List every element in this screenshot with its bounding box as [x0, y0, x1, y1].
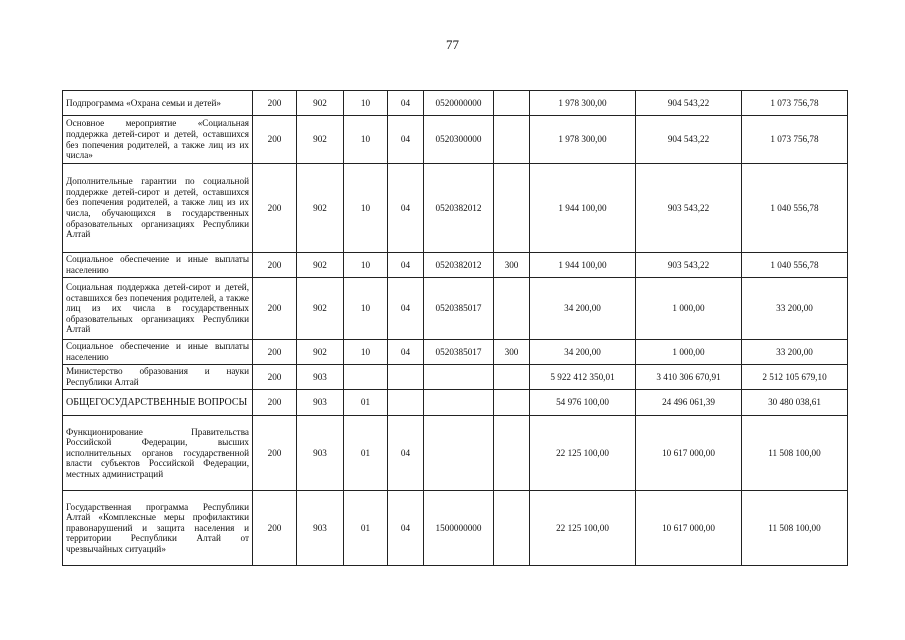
code-expense-type: [494, 390, 530, 416]
code-expense-type: 300: [494, 340, 530, 365]
code-section: 01: [344, 390, 388, 416]
code-section: 10: [344, 116, 388, 164]
amount-remaining: 1 073 756,78: [742, 116, 848, 164]
row-name: Функционирование Правительства Российской Федерации, высших исполнительных органов государственной власти субъектов Российской Федерации, местных администраций: [63, 416, 253, 491]
amount-executed: 24 496 061,39: [636, 390, 742, 416]
amount-remaining: 2 512 105 679,10: [742, 365, 848, 390]
amount-approved: 1 944 100,00: [530, 253, 636, 278]
amount-remaining: 33 200,00: [742, 278, 848, 340]
code-ministry: 902: [297, 253, 344, 278]
amount-executed: 10 617 000,00: [636, 416, 742, 491]
table-row: [63, 116, 848, 164]
amount-approved: 1 978 300,00: [530, 116, 636, 164]
code-gr: 200: [253, 390, 297, 416]
row-name: ОБЩЕГОСУДАРСТВЕННЫЕ ВОПРОСЫ: [63, 390, 253, 416]
amount-approved: 22 125 100,00: [530, 491, 636, 566]
code-subsection: 04: [388, 416, 424, 491]
amount-remaining: 1 040 556,78: [742, 253, 848, 278]
code-gr: 200: [253, 416, 297, 491]
amount-executed: 1 000,00: [636, 278, 742, 340]
code-target: 0520385017: [424, 340, 494, 365]
code-target: [424, 416, 494, 491]
code-target: 0520300000: [424, 116, 494, 164]
code-section: [344, 365, 388, 390]
row-name: Социальная поддержка детей-сирот и детей, оставшихся без попечения родителей, а также лиц из их числа в государственных образовательных организациях Республики Алтай: [63, 278, 253, 340]
code-target: 0520385017: [424, 278, 494, 340]
amount-remaining: 30 480 038,61: [742, 390, 848, 416]
code-ministry: 903: [297, 491, 344, 566]
table-row: [63, 91, 848, 116]
amount-executed: 903 543,22: [636, 164, 742, 253]
budget-table: [62, 90, 848, 566]
code-expense-type: [494, 365, 530, 390]
code-target: 0520382012: [424, 164, 494, 253]
amount-executed: 904 543,22: [636, 91, 742, 116]
amount-remaining: 1 073 756,78: [742, 91, 848, 116]
amount-remaining: 1 040 556,78: [742, 164, 848, 253]
code-subsection: 04: [388, 116, 424, 164]
table-row: [63, 390, 848, 416]
row-name: Дополнительные гарантии по социальной поддержке детей-сирот и детей, оставшихся без попечения родителей, а также лиц из их числа, обучающихся в государственных образовательных организациях Республики Алтай: [63, 164, 253, 253]
table-row: [63, 278, 848, 340]
code-target: 0520382012: [424, 253, 494, 278]
code-section: 10: [344, 164, 388, 253]
amount-remaining: 11 508 100,00: [742, 491, 848, 566]
code-ministry: 902: [297, 164, 344, 253]
amount-approved: 1 944 100,00: [530, 164, 636, 253]
amount-executed: 904 543,22: [636, 116, 742, 164]
code-gr: 200: [253, 491, 297, 566]
code-subsection: 04: [388, 278, 424, 340]
code-ministry: 903: [297, 365, 344, 390]
code-expense-type: [494, 278, 530, 340]
amount-executed: 3 410 306 670,91: [636, 365, 742, 390]
amount-executed: 10 617 000,00: [636, 491, 742, 566]
row-name: Социальное обеспечение и иные выплаты населению: [63, 253, 253, 278]
code-subsection: 04: [388, 253, 424, 278]
code-section: 10: [344, 278, 388, 340]
row-name: Государственная программа Республики Алтай «Комплексные меры профилактики правонарушений и защита населения и территории Республики Алтай от чрезвычайных ситуаций»: [63, 491, 253, 566]
code-subsection: 04: [388, 91, 424, 116]
code-expense-type: [494, 416, 530, 491]
code-section: 10: [344, 91, 388, 116]
code-gr: 200: [253, 253, 297, 278]
code-target: 1500000000: [424, 491, 494, 566]
code-gr: 200: [253, 278, 297, 340]
code-gr: 200: [253, 365, 297, 390]
row-name: Министерство образования и науки Республики Алтай: [63, 365, 253, 390]
code-ministry: 902: [297, 91, 344, 116]
amount-approved: 1 978 300,00: [530, 91, 636, 116]
code-section: 01: [344, 416, 388, 491]
code-section: 10: [344, 340, 388, 365]
amount-executed: 903 543,22: [636, 253, 742, 278]
amount-executed: 1 000,00: [636, 340, 742, 365]
table-row: [63, 491, 848, 566]
code-expense-type: [494, 116, 530, 164]
code-expense-type: [494, 164, 530, 253]
code-expense-type: [494, 91, 530, 116]
code-expense-type: 300: [494, 253, 530, 278]
page-number: 77: [446, 37, 459, 52]
amount-approved: 34 200,00: [530, 278, 636, 340]
code-subsection: 04: [388, 491, 424, 566]
row-name: Социальное обеспечение и иные выплаты населению: [63, 340, 253, 365]
code-target: [424, 390, 494, 416]
code-ministry: 903: [297, 390, 344, 416]
code-subsection: 04: [388, 340, 424, 365]
code-ministry: 903: [297, 416, 344, 491]
code-gr: 200: [253, 91, 297, 116]
amount-remaining: 33 200,00: [742, 340, 848, 365]
code-target: [424, 365, 494, 390]
table-row: [63, 340, 848, 365]
code-section: 10: [344, 253, 388, 278]
code-section: 01: [344, 491, 388, 566]
code-ministry: 902: [297, 278, 344, 340]
code-ministry: 902: [297, 116, 344, 164]
code-ministry: 902: [297, 340, 344, 365]
table-row: [63, 416, 848, 491]
amount-approved: 54 976 100,00: [530, 390, 636, 416]
code-subsection: [388, 365, 424, 390]
amount-approved: 5 922 412 350,01: [530, 365, 636, 390]
code-subsection: 04: [388, 164, 424, 253]
code-expense-type: [494, 491, 530, 566]
amount-approved: 22 125 100,00: [530, 416, 636, 491]
amount-remaining: 11 508 100,00: [742, 416, 848, 491]
code-gr: 200: [253, 164, 297, 253]
table-row: [63, 253, 848, 278]
code-target: 0520000000: [424, 91, 494, 116]
code-gr: 200: [253, 340, 297, 365]
row-name: Подпрограмма «Охрана семьи и детей»: [63, 91, 253, 116]
table-row: [63, 164, 848, 253]
code-subsection: [388, 390, 424, 416]
amount-approved: 34 200,00: [530, 340, 636, 365]
code-gr: 200: [253, 116, 297, 164]
table-row: [63, 365, 848, 390]
row-name: Основное мероприятие «Социальная поддержка детей-сирот и детей, оставшихся без попечения родителей, а также лиц из их числа»: [63, 116, 253, 164]
